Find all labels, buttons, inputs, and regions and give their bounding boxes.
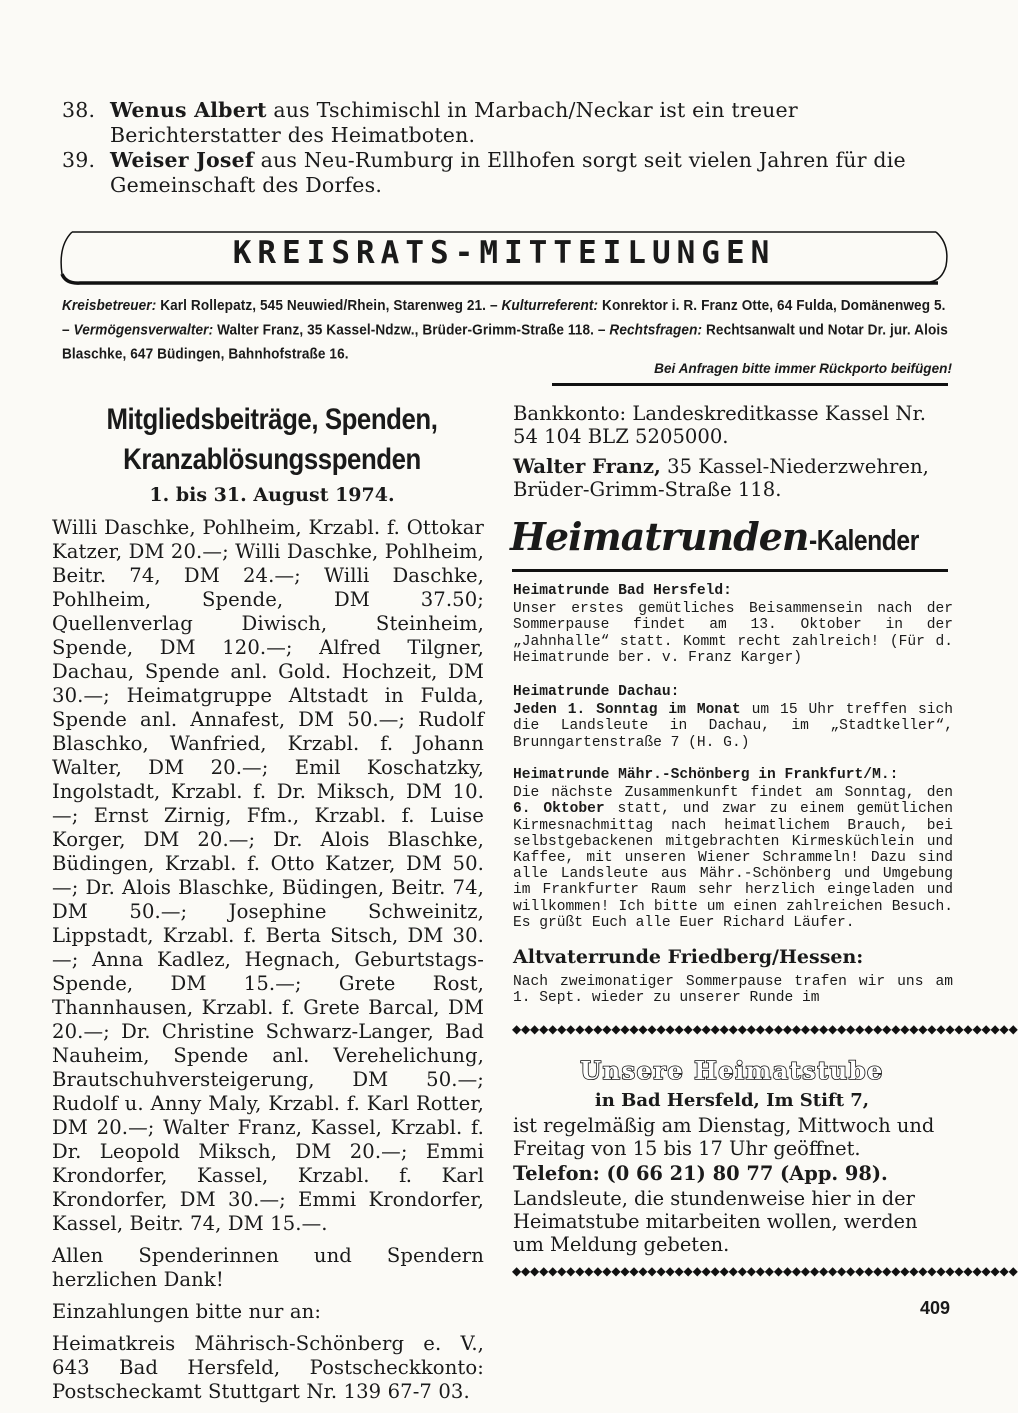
divider: [512, 569, 948, 572]
bank-contact: [513, 455, 953, 501]
event-body: [513, 702, 953, 751]
rueckporto-note: Bei Anfragen bitte immer Rückporto beifügen!: [654, 361, 952, 376]
event-frankfurt: [513, 767, 953, 931]
top-list: [62, 98, 952, 198]
event-body-text: um 15 Uhr treffen sich die Landsleute in Dachau, im „Stadtkeller“, Brunngartenstraße 7 (H. G.): [513, 702, 953, 751]
payment-detail: Heimatkreis Mährisch-Schönberg e. V., 643 Bad Hersfeld, Postscheckkonto: Postscheckamt Stuttgart Nr. 139 67-7 03.: [52, 1332, 484, 1403]
vermoegensverwalter-text: Walter Franz, 35 Kassel-Ndzw., Brüder-Grimm-Straße 118. –: [213, 321, 610, 338]
event-body-bold: Jeden 1. Sonntag im Monat: [513, 702, 741, 719]
bank-info: [513, 402, 953, 508]
label-kreisbetreuer: Kreisbetreuer:: [62, 297, 157, 314]
event-body: Nach zweimonatiger Sommerpause trafen wir uns am 1. Sept. wieder zu unserer Runde im: [513, 974, 953, 1007]
calendar-title-suffix: -Kalender: [808, 525, 919, 557]
donations-date: 1. bis 31. August 1974.: [149, 484, 395, 506]
event-body-bold: 6. Oktober: [513, 801, 605, 818]
label-rechtsfragen: Rechtsfragen:: [609, 321, 703, 338]
section-banner: [58, 226, 950, 290]
heimatstube-address: in Bad Hersfeld, Im Stift 7,: [594, 1090, 870, 1111]
heimatstube-hours: ist regelmäßig am Dienstag, Mittwoch und Freitag von 15 bis 17 Uhr geöffnet.: [513, 1114, 935, 1160]
calendar-title: [510, 514, 950, 568]
heading-line: Kranzablösungsspenden: [123, 443, 421, 476]
contact-address: 35 Kassel-Niederzwehren, Brüder-Grimm-Straße 118.: [513, 455, 929, 501]
thanks-text: Allen Spenderinnen und Spendern herzlichen Dank!: [52, 1244, 484, 1291]
calendar-title-script: Heimatrunden: [510, 514, 809, 559]
altvater-body: [513, 974, 953, 1006]
heimatstube-appeal: Landsleute, die stundenweise hier in der Heimatstube mitarbeiten wollen, werden um Meldung gebeten.: [513, 1187, 918, 1256]
list-item: [62, 148, 952, 198]
payment-intro: Einzahlungen bitte nur an:: [52, 1300, 322, 1323]
diamond-ornament: ◆◆◆◆◆◆◆◆◆◆◆◆◆◆◆◆◆◆◆◆◆◆◆◆◆◆◆◆◆◆◆◆◆◆◆◆◆◆◆◆◆◆◆◆◆◆◆◆◆◆◆◆◆◆◆◆: [512, 1264, 1018, 1278]
kreis-info: [62, 293, 950, 366]
event-heading: Heimatrunde Bad Hersfeld:: [513, 583, 732, 599]
event-dachau: [513, 684, 953, 751]
altvater-heading: Altvaterrunde Friedberg/Hessen:: [513, 946, 864, 968]
person-name: Weiser Josef: [110, 148, 254, 172]
kulturreferent-text: Konrektor i. R. Franz Otte, 64 Fulda, Domänenweg 5. –: [62, 297, 946, 338]
list-number: 39.: [62, 148, 96, 172]
event-bad-hersfeld: [513, 583, 953, 666]
event-body: Unser erstes gemütliches Beisammensein nach der Sommerpause findet am 13. Oktober in der „Jahnhalle“ statt. Kommt recht zahlreich! (Für d. Heimatrunde ber. v. Franz Karger): [513, 601, 953, 666]
person-name: Wenus Albert: [110, 98, 267, 122]
rechtsfragen-text: Rechtsanwalt und Notar Dr. jur. Alois Blaschke, 647 Büdingen, Bahnhofstraße 16.: [62, 321, 948, 362]
donations-body: [52, 516, 484, 1412]
event-heading: Heimatrunde Mähr.-Schönberg in Frankfurt/M.:: [513, 767, 899, 783]
heimatstube-phone: Telefon: (0 66 21) 80 77 (App. 98).: [513, 1162, 888, 1185]
page-number: 409: [919, 1298, 950, 1318]
list-text: aus Neu-Rumburg in Ellhofen sorgt seit vielen Jahren für die Gemeinschaft des Dorfes.: [110, 148, 906, 197]
heimatstube-body: [513, 1114, 951, 1258]
event-body: [513, 785, 953, 931]
label-kulturreferent: Kulturreferent:: [501, 297, 599, 314]
list-number: 38.: [62, 98, 96, 122]
event-heading: Heimatrunde Dachau:: [513, 684, 680, 700]
heimatstube-title: Unsere Heimatstube: [580, 1056, 884, 1085]
kreisbetreuer-text: Karl Rollepatz, 545 Neuwied/Rhein, Starenweg 21. –: [156, 297, 502, 314]
list-text: aus Tschimischl in Marbach/Neckar ist ein treuer Berichterstatter des Heimatboten.: [110, 98, 798, 147]
heading-line: Mitgliedsbeiträge, Spenden,: [106, 403, 438, 436]
donations-heading: [91, 400, 452, 480]
diamond-ornament: ◆◆◆◆◆◆◆◆◆◆◆◆◆◆◆◆◆◆◆◆◆◆◆◆◆◆◆◆◆◆◆◆◆◆◆◆◆◆◆◆◆◆◆◆◆◆◆◆◆◆◆◆◆◆◆◆: [512, 1022, 1018, 1036]
bank-account: Bankkonto: Landeskreditkasse Kassel Nr. 54 104 BLZ 5205000.: [513, 402, 926, 448]
banner-title: KREISRATS-MITTEILUNGEN: [232, 235, 776, 271]
label-vermoegensverwalter: Vermögensverwalter:: [73, 321, 214, 338]
divider: [552, 383, 948, 386]
event-body-text: statt, und zwar zu einem gemütlichen Kirmesnachmittag nach heimatlichem Brauch, bei selbstgebackenen mitgebrachten Kirmesküchlein und Kaffee, mit unseren Wiener Schrammeln! Dazu sind alle Landsleute aus Mähr.-Schönberg und Umgebung im Frankfurter Raum sehr herzlich eingeladen und willkommen! Ich bitte um einen zahlreichen Besuch. Es grüßt Euch alle Euer Richard Läufer.: [513, 801, 953, 931]
list-item: [62, 98, 952, 148]
donations-list: Willi Daschke, Pohlheim, Krzabl. f. Ottokar Katzer, DM 20.—; Willi Daschke, Pohlheim, Beitr. 74, DM 24.—; Willi Daschke, Pohlheim, Spende, DM 37.50; Quellenverlag Diwisch, Steinheim, Spende, DM 120.—; Alfred Tilgner, Dachau, Spende anl. Gold. Hochzeit, DM 30.—; Heimatgruppe Altstadt in Fulda, Spende anl. Annafest, DM 50.—; Rudolf Blaschko, Wanfried, Krzabl. f. Johann Walter, DM 20.—; Emil Koschatzky, Ingolstadt, Krzabl. f. Dr. Miksch, DM 10.—; Ernst Zirnig, Ffm., Krzabl. f. Luise Korger, DM 20.—; Dr. Alois Blaschke, Büdingen, Krzabl. f. Otto Katzer, DM 50.—; Dr. Alois Blaschke, Büdingen, Beitr. 74, DM 50.—; Josephine Schweinitz, Lippstadt, Krzabl. f. Berta Sitsch, DM 30.—; Anna Kadlez, Hegnach, Geburtstags-Spende, DM 15.—; Grete Rost, Thannhausen, Krzabl. f. Grete Barcal, DM 20.—; Dr. Christine Schwarz-Langer, Bad Nauheim, Spende anl. Verehelichung, Brautschuhversteigerung, DM 50.—; Rudolf u. Anny Maly, Krzabl. f. Karl Rotter, DM 20.—; Walter Franz, Kassel, Krzabl. f. Dr. Leopold Miksch, DM 20.—; Emmi Krondorfer, Kassel, Krzabl. f. Karl Krondorfer, DM 30.—; Emmi Krondorfer, Kassel, Beitr. 74, DM 15.—.: [52, 516, 484, 1235]
contact-name: Walter Franz,: [513, 455, 661, 478]
event-body-text: Die nächste Zusammenkunft findet am Sonntag, den: [513, 785, 953, 802]
